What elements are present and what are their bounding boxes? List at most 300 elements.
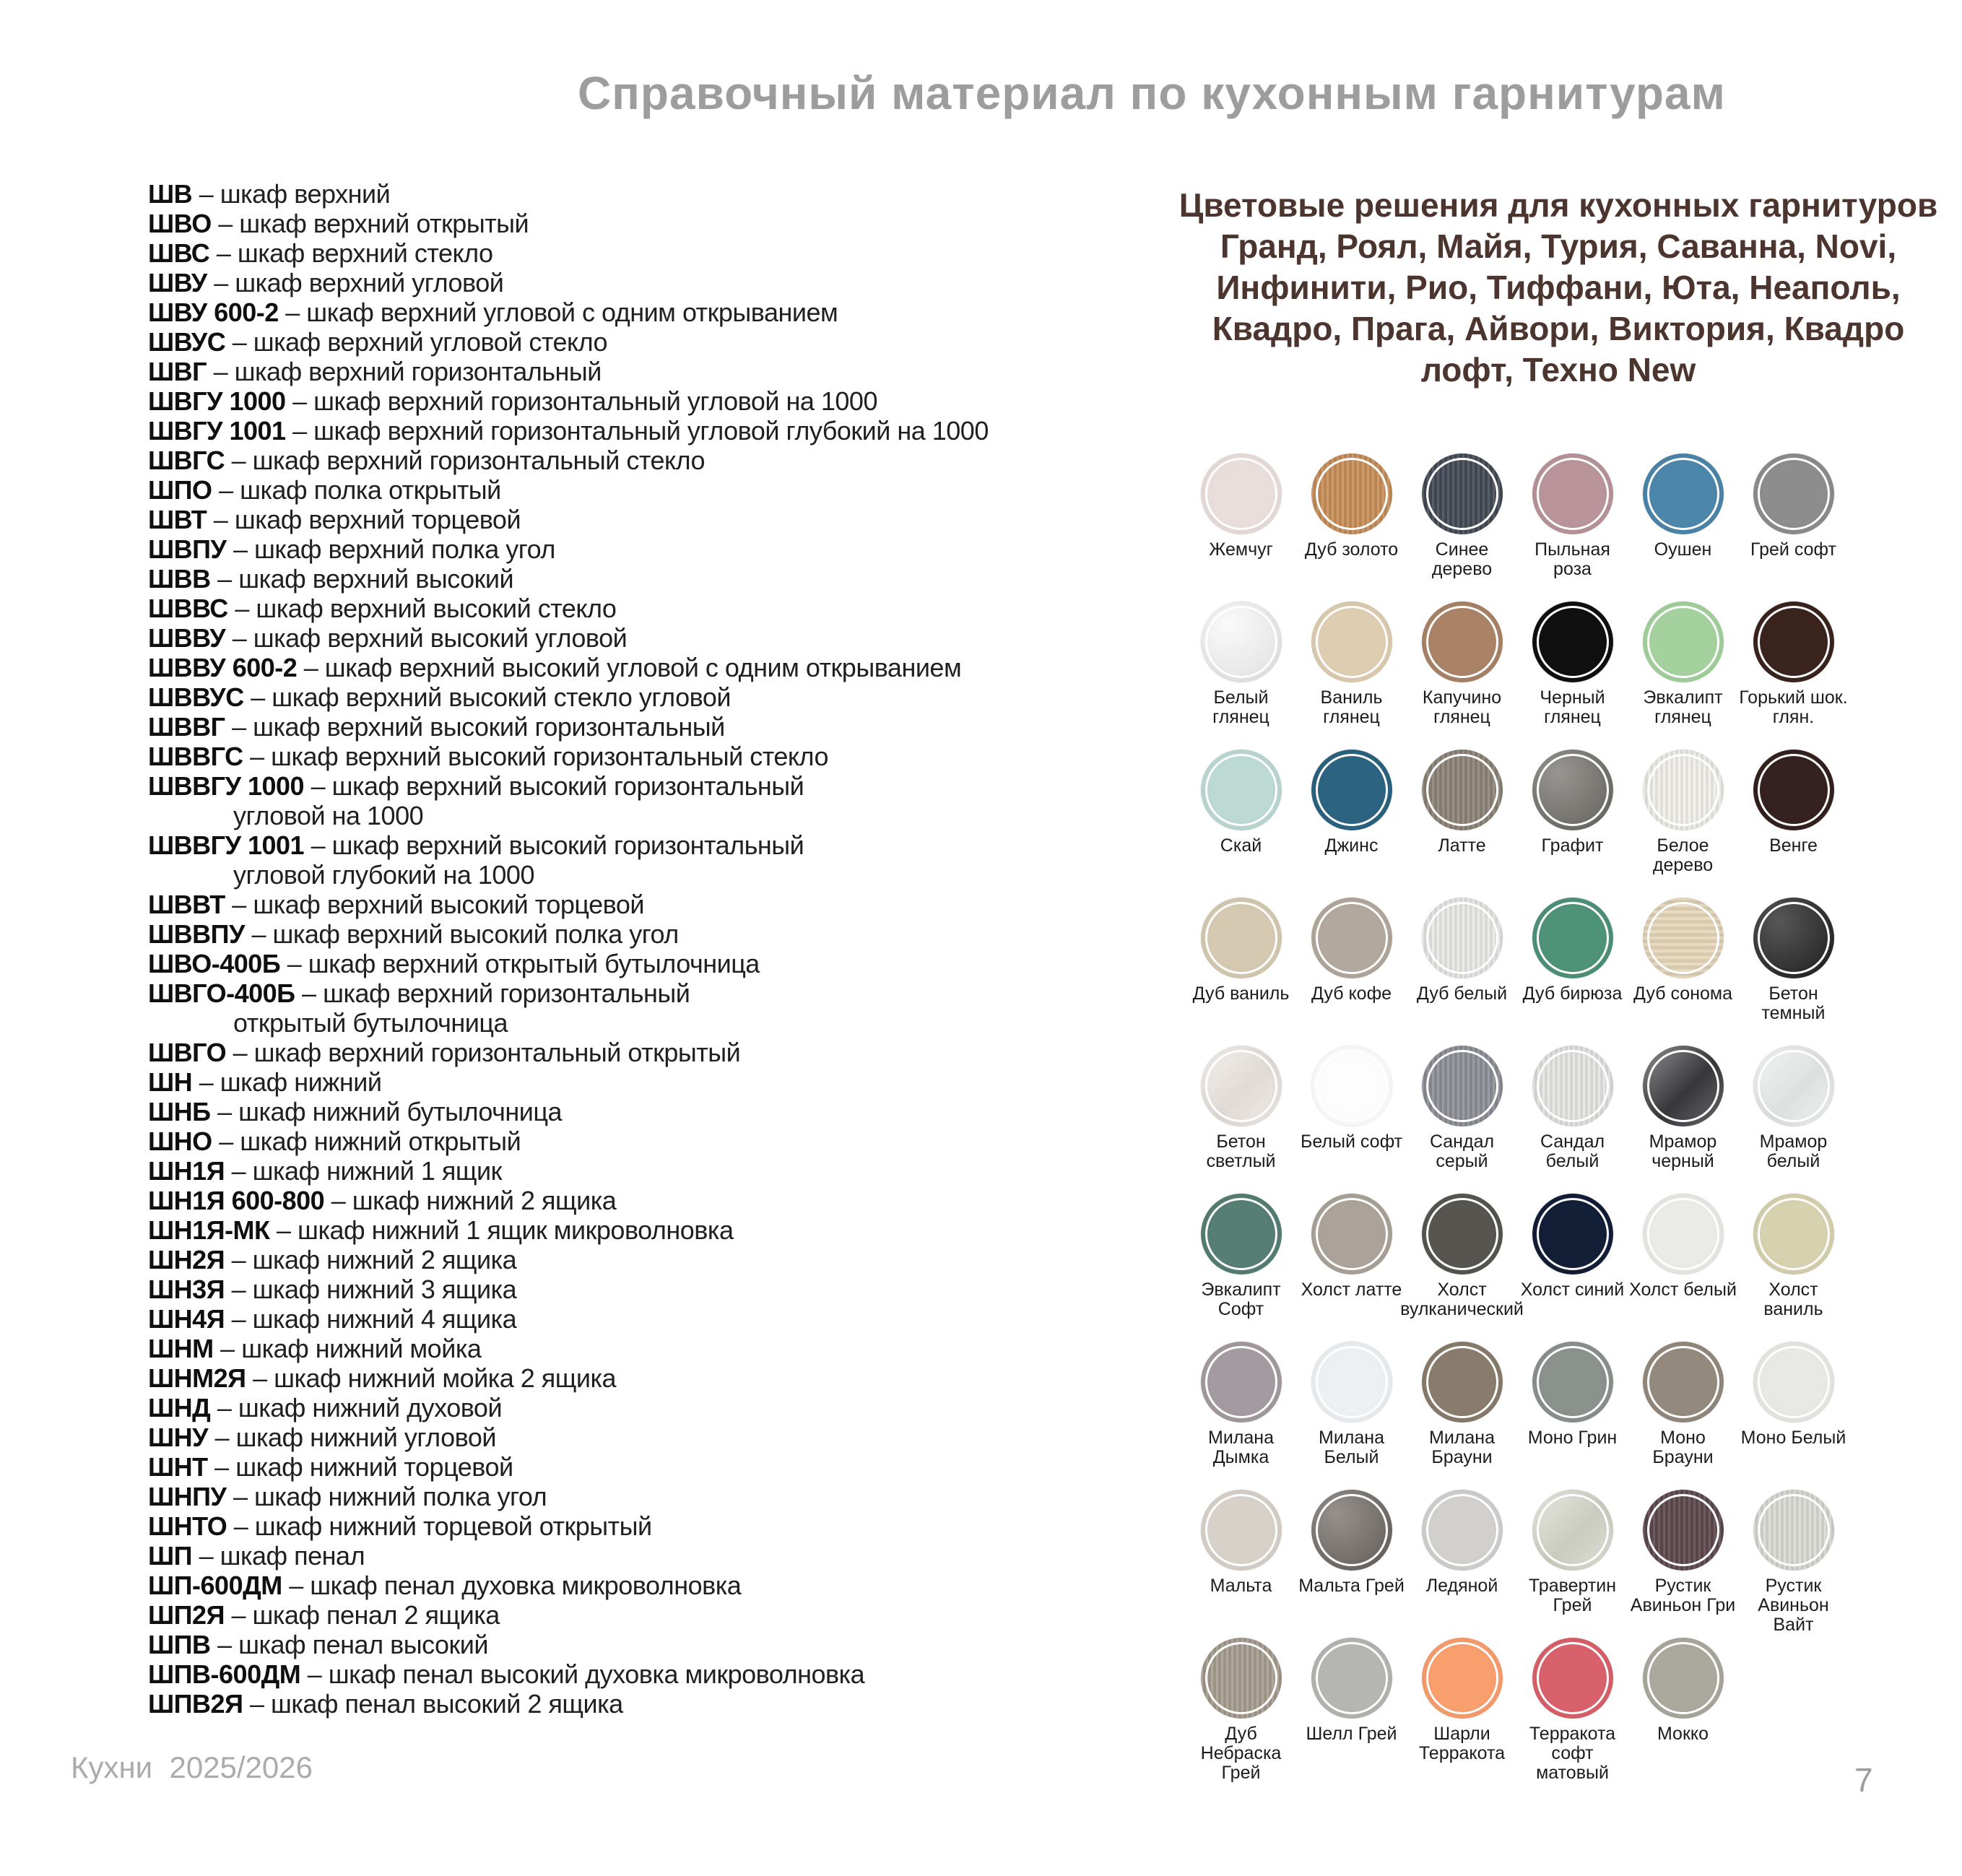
color-swatch-circle xyxy=(1532,1638,1613,1719)
color-swatch xyxy=(1628,750,1738,898)
color-swatch-circle xyxy=(1753,602,1834,682)
abbreviation-code: ШВ xyxy=(148,179,193,209)
abbreviation-code: ШВВУ 600-2 xyxy=(148,653,298,682)
color-swatch xyxy=(1628,898,1738,1046)
color-swatch xyxy=(1517,898,1628,1046)
abbreviation-code: ШВПУ xyxy=(148,534,227,564)
color-swatch-circle xyxy=(1422,750,1503,830)
abbreviation-description: – шкаф верхний высокий горизонтальный xyxy=(304,830,804,860)
abbreviation-item xyxy=(148,830,989,860)
abbreviation-item xyxy=(148,298,989,327)
color-swatch-label: Терракота софт матовый xyxy=(1529,1724,1616,1783)
color-swatch xyxy=(1186,602,1296,750)
abbreviation-description: – шкаф пенал высокий духовка микроволновка xyxy=(300,1659,865,1689)
abbreviation-code: ШНПУ xyxy=(148,1482,227,1511)
abbreviation-item xyxy=(148,978,989,1008)
color-swatch xyxy=(1407,453,1517,602)
color-swatch xyxy=(1517,1194,1628,1342)
color-swatch-label: Шелл Грей xyxy=(1306,1724,1397,1744)
abbreviation-item xyxy=(148,1452,989,1482)
color-swatch xyxy=(1296,1342,1407,1490)
color-swatch xyxy=(1407,1490,1517,1638)
abbreviation-description: – шкаф пенал духовка микроволновка xyxy=(282,1571,742,1600)
abbreviation-code: ШВВУС xyxy=(148,682,244,712)
color-swatch-circle xyxy=(1532,898,1613,978)
abbreviation-item xyxy=(148,564,989,594)
color-swatch-circle xyxy=(1643,750,1724,830)
color-swatch-circle xyxy=(1422,1638,1503,1719)
color-swatch-label: Мокко xyxy=(1657,1724,1709,1744)
abbreviation-item xyxy=(148,505,989,534)
abbreviation-item xyxy=(148,742,989,771)
color-swatch-circle xyxy=(1311,898,1392,978)
color-swatch-label: Моно Белый xyxy=(1740,1428,1846,1448)
color-swatch xyxy=(1186,1046,1296,1194)
abbreviation-description: – шкаф верхний высокий xyxy=(210,564,514,594)
abbreviation-item xyxy=(148,1689,989,1719)
abbreviation-item xyxy=(148,475,989,505)
abbreviation-code: ШВГУ 1000 xyxy=(148,386,286,416)
abbreviation-code: ШН4Я xyxy=(148,1304,225,1334)
color-swatch-circle xyxy=(1311,1046,1392,1126)
color-swatch xyxy=(1738,453,1849,602)
abbreviation-description: – шкаф нижний 4 ящика xyxy=(225,1304,517,1334)
color-swatch-label: Дуб белый xyxy=(1416,983,1508,1004)
color-swatch xyxy=(1296,602,1407,750)
color-swatch-circle xyxy=(1643,602,1724,682)
color-swatch-circle xyxy=(1311,1638,1392,1719)
color-swatch xyxy=(1738,898,1849,1046)
abbreviation-item xyxy=(148,327,989,357)
abbreviation-description: – шкаф верхний открытый xyxy=(211,209,529,238)
color-swatch-circle xyxy=(1643,453,1724,534)
color-swatch xyxy=(1517,1638,1628,1786)
abbreviation-description: – шкаф нижний xyxy=(192,1067,382,1097)
color-swatch xyxy=(1628,1342,1738,1490)
abbreviation-description: – шкаф нижний бутылочница xyxy=(210,1097,563,1126)
abbreviation-code: ШП-600ДМ xyxy=(148,1571,282,1600)
abbreviation-item xyxy=(148,1659,989,1689)
color-swatch-circle xyxy=(1643,1194,1724,1274)
abbreviation-description: – шкаф верхний торцевой xyxy=(207,505,521,534)
color-swatch-circle xyxy=(1422,1046,1503,1126)
abbreviation-item xyxy=(148,268,989,298)
color-swatch-label: Дуб ваниль xyxy=(1192,983,1290,1004)
color-swatch-label: Капучино глянец xyxy=(1422,687,1502,727)
abbreviation-item xyxy=(148,1097,989,1126)
abbreviation-description: – шкаф верхний высокий торцевой xyxy=(225,890,644,919)
abbreviation-description: – шкаф нижний 3 ящика xyxy=(225,1274,517,1304)
color-swatch-circle xyxy=(1422,602,1503,682)
color-swatch xyxy=(1186,898,1296,1046)
abbreviation-description: – шкаф нижний 1 ящик микроволновка xyxy=(269,1215,734,1245)
abbreviation-code: ШВВПУ xyxy=(148,919,245,949)
color-swatch-circle xyxy=(1532,750,1613,830)
color-swatch xyxy=(1517,453,1628,602)
color-swatch-label: Пыльная роза xyxy=(1535,539,1610,579)
color-swatch-circle xyxy=(1422,1194,1503,1274)
abbreviation-description-continuation: открытый бутылочница xyxy=(233,1008,508,1038)
abbreviation-item xyxy=(148,1571,989,1600)
abbreviation-item xyxy=(148,919,989,949)
abbreviation-code: ШНБ xyxy=(148,1097,211,1126)
abbreviation-description: – шкаф верхний открытый бутылочница xyxy=(280,949,760,978)
color-swatch-label: Ледяной xyxy=(1425,1576,1498,1596)
color-swatch xyxy=(1296,1638,1407,1786)
abbreviation-description-continuation: угловой глубокий на 1000 xyxy=(233,860,534,890)
color-swatch xyxy=(1738,1046,1849,1194)
color-swatch-circle xyxy=(1753,453,1834,534)
color-swatch-label: Мрамор черный xyxy=(1649,1132,1717,1171)
color-swatch xyxy=(1628,1194,1738,1342)
footer-catalog-label: Кухни 2025/2026 xyxy=(71,1750,313,1784)
abbreviation-item xyxy=(148,594,989,623)
abbreviation-description: – шкаф полка открытый xyxy=(212,475,501,505)
color-swatch xyxy=(1628,1046,1738,1194)
abbreviation-item xyxy=(148,1245,989,1274)
abbreviation-description: – шкаф верхний горизонтальный угловой на 1000 xyxy=(285,386,877,416)
color-swatch-circle xyxy=(1201,750,1282,830)
color-swatch-circle xyxy=(1643,1046,1724,1126)
abbreviation-description: – шкаф верхний высокий горизонтальный xyxy=(304,771,804,801)
color-swatch-circle xyxy=(1753,1194,1834,1274)
abbreviation-code: ШВО xyxy=(148,209,212,238)
abbreviation-description: – шкаф нижний торцевой открытый xyxy=(227,1511,652,1541)
abbreviation-item xyxy=(148,712,989,742)
color-swatch-circle xyxy=(1311,602,1392,682)
color-swatch-circle xyxy=(1311,1194,1392,1274)
abbreviation-description: – шкаф пенал высокий xyxy=(210,1630,488,1659)
color-swatch xyxy=(1517,1342,1628,1490)
color-swatch-label: Холст вулканический xyxy=(1400,1280,1524,1319)
color-swatch-label: Черный глянец xyxy=(1540,687,1605,727)
abbreviation-code: ШВВС xyxy=(148,594,228,623)
abbreviation-code: ШНТ xyxy=(148,1452,208,1482)
abbreviation-description: – шкаф верхний стекло xyxy=(209,238,493,268)
color-swatch xyxy=(1517,750,1628,898)
abbreviation-code: ШН1Я-МК xyxy=(148,1215,270,1245)
color-swatch-label: Мальта Грей xyxy=(1298,1576,1405,1596)
abbreviation-item xyxy=(148,682,989,712)
abbreviation-code: ШНМ2Я xyxy=(148,1363,246,1393)
color-swatch-label: Сандал белый xyxy=(1540,1132,1605,1171)
abbreviation-code: ШНО xyxy=(148,1126,212,1156)
abbreviation-item xyxy=(148,1067,989,1097)
color-swatch-label: Моно Грин xyxy=(1527,1428,1618,1448)
color-swatch xyxy=(1407,1046,1517,1194)
color-swatch xyxy=(1517,1046,1628,1194)
abbreviation-code: ШВВГУ 1001 xyxy=(148,830,305,860)
color-swatch xyxy=(1628,602,1738,750)
abbreviation-item xyxy=(148,1186,989,1215)
color-swatch xyxy=(1296,1046,1407,1194)
color-swatch xyxy=(1407,1638,1517,1786)
color-swatch-label: Бетон светлый xyxy=(1206,1132,1276,1171)
color-swatch xyxy=(1186,1342,1296,1490)
color-swatch xyxy=(1407,898,1517,1046)
abbreviation-description: – шкаф верхний горизонтальный открытый xyxy=(226,1038,741,1067)
abbreviation-item xyxy=(148,209,989,238)
color-swatch xyxy=(1186,1194,1296,1342)
color-swatch xyxy=(1738,1342,1849,1490)
color-swatch-label: Эвкалипт Софт xyxy=(1201,1280,1281,1319)
abbreviation-code: ШНУ xyxy=(148,1423,209,1452)
abbreviation-code: ШПВ-600ДМ xyxy=(148,1659,301,1689)
abbreviation-description: – шкаф верхний горизонтальный xyxy=(207,357,602,386)
abbreviation-code: ШВУС xyxy=(148,327,226,357)
abbreviation-description: – шкаф верхний горизонтальный угловой глубокий на 1000 xyxy=(285,416,989,446)
abbreviation-item xyxy=(148,1304,989,1334)
color-swatch-circle xyxy=(1753,750,1834,830)
color-swatch-label: Джинс xyxy=(1324,835,1379,856)
color-swatch xyxy=(1407,1342,1517,1490)
color-swatch-circle xyxy=(1201,602,1282,682)
color-swatch xyxy=(1407,602,1517,750)
color-swatch-grid xyxy=(1186,453,1849,1786)
abbreviation-code: ШВГС xyxy=(148,446,225,475)
abbreviation-item xyxy=(148,179,989,209)
abbreviation-code: ШН3Я xyxy=(148,1274,225,1304)
abbreviation-code: ШН1Я xyxy=(148,1156,225,1186)
color-swatch-circle xyxy=(1201,1638,1282,1719)
color-swatch-label: Белое дерево xyxy=(1652,835,1714,875)
abbreviation-item xyxy=(148,1334,989,1363)
color-swatch xyxy=(1296,1490,1407,1638)
color-swatch xyxy=(1186,1638,1296,1786)
color-swatch-label: Скай xyxy=(1220,835,1262,856)
color-swatch-label: Белый глянец xyxy=(1212,687,1269,727)
color-swatch-label: Дуб золото xyxy=(1304,539,1399,560)
color-swatch xyxy=(1296,453,1407,602)
abbreviation-item xyxy=(148,890,989,919)
color-swatch-label: Рустик Авиньон Гри xyxy=(1630,1576,1736,1615)
color-swatch-circle xyxy=(1753,1490,1834,1571)
abbreviation-description: – шкаф нижний угловой xyxy=(208,1423,496,1452)
color-swatch-circle xyxy=(1532,602,1613,682)
color-swatch-circle xyxy=(1643,1638,1724,1719)
color-swatch-circle xyxy=(1201,1046,1282,1126)
abbreviation-code: ШПО xyxy=(148,475,212,505)
abbreviation-code: ШН2Я xyxy=(148,1245,225,1274)
color-swatch-label: Грей софт xyxy=(1750,539,1836,560)
color-swatch xyxy=(1628,1490,1738,1638)
abbreviation-code: ШВВУ xyxy=(148,623,226,653)
abbreviation-code: ШВГУ 1001 xyxy=(148,416,286,446)
page-number: 7 xyxy=(1854,1761,1873,1799)
color-swatch-label: Сандал серый xyxy=(1429,1132,1495,1171)
abbreviation-item xyxy=(148,1215,989,1245)
abbreviation-item xyxy=(148,357,989,386)
abbreviation-description: – шкаф верхний высокий угловой xyxy=(225,623,628,653)
abbreviation-item xyxy=(148,386,989,416)
abbreviation-description: – шкаф верхний высокий стекло xyxy=(227,594,617,623)
abbreviation-code: ШВУ 600-2 xyxy=(148,298,279,327)
color-swatch-circle xyxy=(1201,1194,1282,1274)
abbreviation-description: – шкаф нижний мойка 2 ящика xyxy=(246,1363,617,1393)
abbreviation-description: – шкаф верхний высокий горизонтальный xyxy=(225,712,725,742)
color-swatch-label: Дуб бирюза xyxy=(1522,983,1623,1004)
abbreviation-code: ШН1Я 600-800 xyxy=(148,1186,325,1215)
color-swatch xyxy=(1738,1490,1849,1638)
color-swatch-label: Мрамор белый xyxy=(1759,1132,1828,1171)
abbreviation-code: ШВГ xyxy=(148,357,207,386)
color-swatch-circle xyxy=(1201,898,1282,978)
abbreviation-code: ШВО-400Б xyxy=(148,949,281,978)
color-swatch-label: Оушен xyxy=(1654,539,1712,560)
page-title: Справочный материал по кухонным гарнитурам xyxy=(578,67,1726,119)
abbreviation-description: – шкаф пенал xyxy=(192,1541,365,1571)
color-swatch-label: Моно Брауни xyxy=(1652,1428,1714,1467)
color-swatch xyxy=(1186,1490,1296,1638)
abbreviation-item xyxy=(148,771,989,801)
color-swatch xyxy=(1517,1490,1628,1638)
color-swatch xyxy=(1186,750,1296,898)
color-swatch xyxy=(1296,1194,1407,1342)
color-swatch-label: Графит xyxy=(1541,835,1604,856)
abbreviation-description: – шкаф верхний высокий угловой с одним открыванием xyxy=(297,653,962,682)
color-swatch-label: Травертин Грей xyxy=(1528,1576,1617,1615)
abbreviation-list xyxy=(148,179,989,1719)
color-swatch-label: Дуб кофе xyxy=(1311,983,1392,1004)
color-swatch xyxy=(1738,1194,1849,1342)
abbreviation-code: ШП xyxy=(148,1541,193,1571)
abbreviation-item xyxy=(148,1126,989,1156)
abbreviation-item xyxy=(148,653,989,682)
abbreviation-item xyxy=(148,949,989,978)
color-swatch-label: Холст белый xyxy=(1629,1280,1737,1300)
color-swatch-label: Бетон темный xyxy=(1761,983,1826,1023)
abbreviation-item xyxy=(148,1482,989,1511)
color-swatch xyxy=(1296,898,1407,1046)
abbreviation-description: – шкаф нижний 2 ящика xyxy=(324,1186,617,1215)
abbreviation-description: – шкаф верхний xyxy=(192,179,391,209)
abbreviation-description: – шкаф верхний высокий горизонтальный стекло xyxy=(243,742,828,771)
abbreviation-item xyxy=(148,1363,989,1393)
color-swatch-label: Дуб Небраска Грей xyxy=(1200,1724,1282,1783)
color-swatch-circle xyxy=(1201,1342,1282,1423)
abbreviation-item xyxy=(148,1393,989,1423)
color-swatch-label: Белый софт xyxy=(1300,1132,1403,1152)
abbreviation-item xyxy=(148,1630,989,1659)
color-swatch-circle xyxy=(1643,1342,1724,1423)
color-swatch-label: Милана Брауни xyxy=(1429,1428,1495,1467)
color-swatch-label: Холст ваниль xyxy=(1763,1280,1823,1319)
abbreviation-item xyxy=(148,1423,989,1452)
abbreviation-item xyxy=(148,1600,989,1630)
abbreviation-description: – шкаф верхний горизонтальный xyxy=(295,978,690,1008)
abbreviation-description: – шкаф пенал 2 ящика xyxy=(224,1600,500,1630)
abbreviation-code: ШН xyxy=(148,1067,193,1097)
abbreviation-description: – шкаф верхний угловой с одним открыванием xyxy=(278,298,838,327)
color-swatch-circle xyxy=(1311,1490,1392,1571)
color-swatch-circle xyxy=(1753,1342,1834,1423)
color-swatch xyxy=(1738,750,1849,898)
color-swatch xyxy=(1738,602,1849,750)
abbreviation-code: ШВС xyxy=(148,238,210,268)
color-swatch-circle xyxy=(1311,750,1392,830)
abbreviation-description: – шкаф верхний горизонтальный стекло xyxy=(225,446,706,475)
abbreviation-description: – шкаф нижний полка угол xyxy=(226,1482,547,1511)
color-swatch xyxy=(1296,750,1407,898)
color-swatch-circle xyxy=(1643,1490,1724,1571)
color-swatch-circle xyxy=(1532,1342,1613,1423)
color-swatch-label: Дуб сонома xyxy=(1633,983,1732,1004)
abbreviation-item xyxy=(148,416,989,446)
abbreviation-item xyxy=(148,238,989,268)
color-swatch-circle xyxy=(1311,1342,1392,1423)
color-swatch-label: Горький шок. глян. xyxy=(1739,687,1848,727)
color-swatch-circle xyxy=(1532,1194,1613,1274)
color-swatch-circle xyxy=(1532,453,1613,534)
color-swatch xyxy=(1186,453,1296,602)
color-swatch-label: Милана Белый xyxy=(1319,1428,1384,1467)
abbreviation-code: ШВУ xyxy=(148,268,207,298)
color-swatch xyxy=(1407,750,1517,898)
abbreviation-description: – шкаф пенал высокий 2 ящика xyxy=(243,1689,623,1719)
abbreviation-description: – шкаф верхний полка угол xyxy=(226,534,555,564)
abbreviation-description-continuation: угловой на 1000 xyxy=(233,801,424,830)
color-swatch-label: Милана Дымка xyxy=(1208,1428,1274,1467)
abbreviation-item xyxy=(148,1274,989,1304)
abbreviation-item xyxy=(148,534,989,564)
color-swatch-label: Эвкалипт глянец xyxy=(1643,687,1723,727)
color-swatch xyxy=(1517,602,1628,750)
color-swatch-label: Холст латте xyxy=(1301,1280,1402,1300)
abbreviation-item xyxy=(148,1541,989,1571)
color-swatch-circle xyxy=(1311,453,1392,534)
abbreviation-item xyxy=(148,1156,989,1186)
abbreviation-code: ШВВТ xyxy=(148,890,225,919)
abbreviation-description: – шкаф нижний открытый xyxy=(212,1126,521,1156)
abbreviation-code: ШВТ xyxy=(148,505,207,534)
abbreviation-description: – шкаф верхний высокий полка угол xyxy=(244,919,679,949)
abbreviation-description: – шкаф нижний мойка xyxy=(213,1334,482,1363)
abbreviation-item xyxy=(148,1038,989,1067)
abbreviation-code: ШНТО xyxy=(148,1511,227,1541)
abbreviation-code: ШВГО xyxy=(148,1038,227,1067)
abbreviation-code: ШПВ2Я xyxy=(148,1689,243,1719)
color-swatch-label: Ваниль глянец xyxy=(1320,687,1383,727)
abbreviation-description: – шкаф нижний духовой xyxy=(210,1393,503,1423)
color-swatch-label: Шарли Терракота xyxy=(1418,1724,1506,1763)
abbreviation-code: ШВВГ xyxy=(148,712,225,742)
abbreviation-description: – шкаф нижний 1 ящик xyxy=(225,1156,502,1186)
color-swatch xyxy=(1400,1194,1524,1342)
color-swatch xyxy=(1628,453,1738,602)
color-swatch-circle xyxy=(1201,453,1282,534)
color-swatch-label: Мальта xyxy=(1210,1576,1272,1596)
abbreviation-code: ШНД xyxy=(148,1393,211,1423)
color-swatch-circle xyxy=(1643,898,1724,978)
color-swatch-label: Рустик Авиньон Вайт xyxy=(1758,1576,1829,1635)
abbreviation-code: ШВВГС xyxy=(148,742,243,771)
color-swatch xyxy=(1628,1638,1738,1786)
abbreviation-description: – шкаф верхний высокий стекло угловой xyxy=(243,682,731,712)
color-swatch-circle xyxy=(1422,1342,1503,1423)
color-swatch-label: Латте xyxy=(1438,835,1486,856)
abbreviation-description: – шкаф нижний торцевой xyxy=(207,1452,513,1482)
color-swatch-circle xyxy=(1532,1046,1613,1126)
abbreviation-code: ШВВ xyxy=(148,564,211,594)
abbreviation-code: ШП2Я xyxy=(148,1600,225,1630)
color-swatch-label: Венге xyxy=(1769,835,1818,856)
abbreviation-item xyxy=(148,623,989,653)
abbreviation-description: – шкаф нижний 2 ящика xyxy=(225,1245,517,1274)
abbreviation-item xyxy=(148,1511,989,1541)
color-swatch-circle xyxy=(1753,898,1834,978)
color-swatch-circle xyxy=(1422,1490,1503,1571)
abbreviation-code: ШВГО-400Б xyxy=(148,978,295,1008)
